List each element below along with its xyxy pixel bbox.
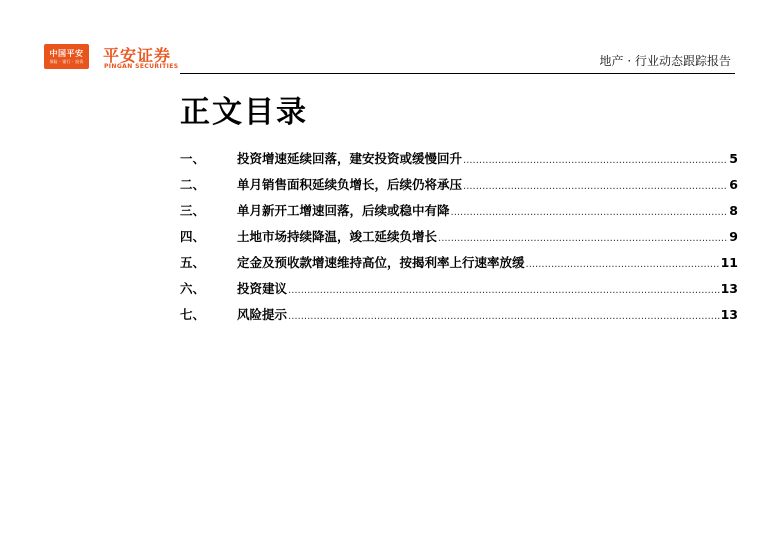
toc-entry-6[interactable] [180, 279, 738, 305]
toc-dot-leader [288, 285, 720, 296]
toc-entry-3[interactable] [180, 201, 738, 227]
toc-dot-leader [288, 311, 720, 322]
toc-entry-title: 投资增速延续回落，建安投资或缓慢回升 [237, 151, 463, 166]
toc-entry-title: 定金及预收款增速维持高位，按揭利率上行速率放缓 [237, 255, 525, 270]
toc-entry-2[interactable] [180, 175, 738, 201]
toc-dot-leader [526, 259, 720, 270]
toc-entry-number: 五、 [180, 255, 206, 270]
toc-dot-leader [438, 233, 727, 244]
toc-entry-page: 13 [720, 281, 738, 296]
toc-entry-number: 六、 [180, 281, 206, 296]
toc-entry-title: 单月销售面积延续负增长，后续仍将承压 [237, 177, 463, 192]
toc-entry-4[interactable] [180, 227, 738, 253]
toc-entry-title: 风险提示 [237, 307, 288, 322]
table-of-contents [180, 149, 738, 331]
toc-entry-7[interactable] [180, 305, 738, 331]
toc-entry-5[interactable] [180, 253, 738, 279]
toc-dot-leader [451, 207, 727, 218]
toc-entry-number: 七、 [180, 307, 206, 322]
toc-entry-1[interactable] [180, 149, 738, 175]
toc-entry-number: 二、 [180, 177, 206, 192]
page-header [0, 0, 781, 80]
toc-entry-number: 三、 [180, 203, 206, 218]
page-title: 正文目录 [180, 95, 308, 130]
toc-dot-leader [463, 155, 727, 166]
toc-entry-page: 5 [729, 151, 738, 166]
logo-box-title: 中国平安 [49, 49, 84, 58]
china-pingan-logo [44, 44, 89, 69]
toc-entry-page: 6 [729, 177, 738, 192]
toc-entry-page: 11 [720, 255, 738, 270]
toc-dot-leader [463, 181, 727, 192]
toc-entry-number: 四、 [180, 229, 206, 244]
brand-name-en: PINGAN SECURITIES [104, 63, 179, 70]
toc-entry-title: 投资建议 [237, 281, 288, 296]
toc-entry-page: 9 [729, 229, 738, 244]
toc-entry-title: 单月新开工增速回落，后续或稳中有降 [237, 203, 450, 218]
header-divider [180, 73, 735, 74]
toc-entry-page: 13 [720, 307, 738, 322]
logo-box-subtitle: 保险 · 银行 · 投资 [49, 59, 84, 64]
toc-entry-title: 土地市场持续降温，竣工延续负增长 [237, 229, 438, 244]
toc-entry-number: 一、 [180, 151, 206, 166]
brand-name-cn: 平安证券 [103, 46, 172, 65]
toc-entry-page: 8 [729, 203, 738, 218]
report-type-label: 地产 · 行业动态跟踪报告 [599, 54, 731, 68]
